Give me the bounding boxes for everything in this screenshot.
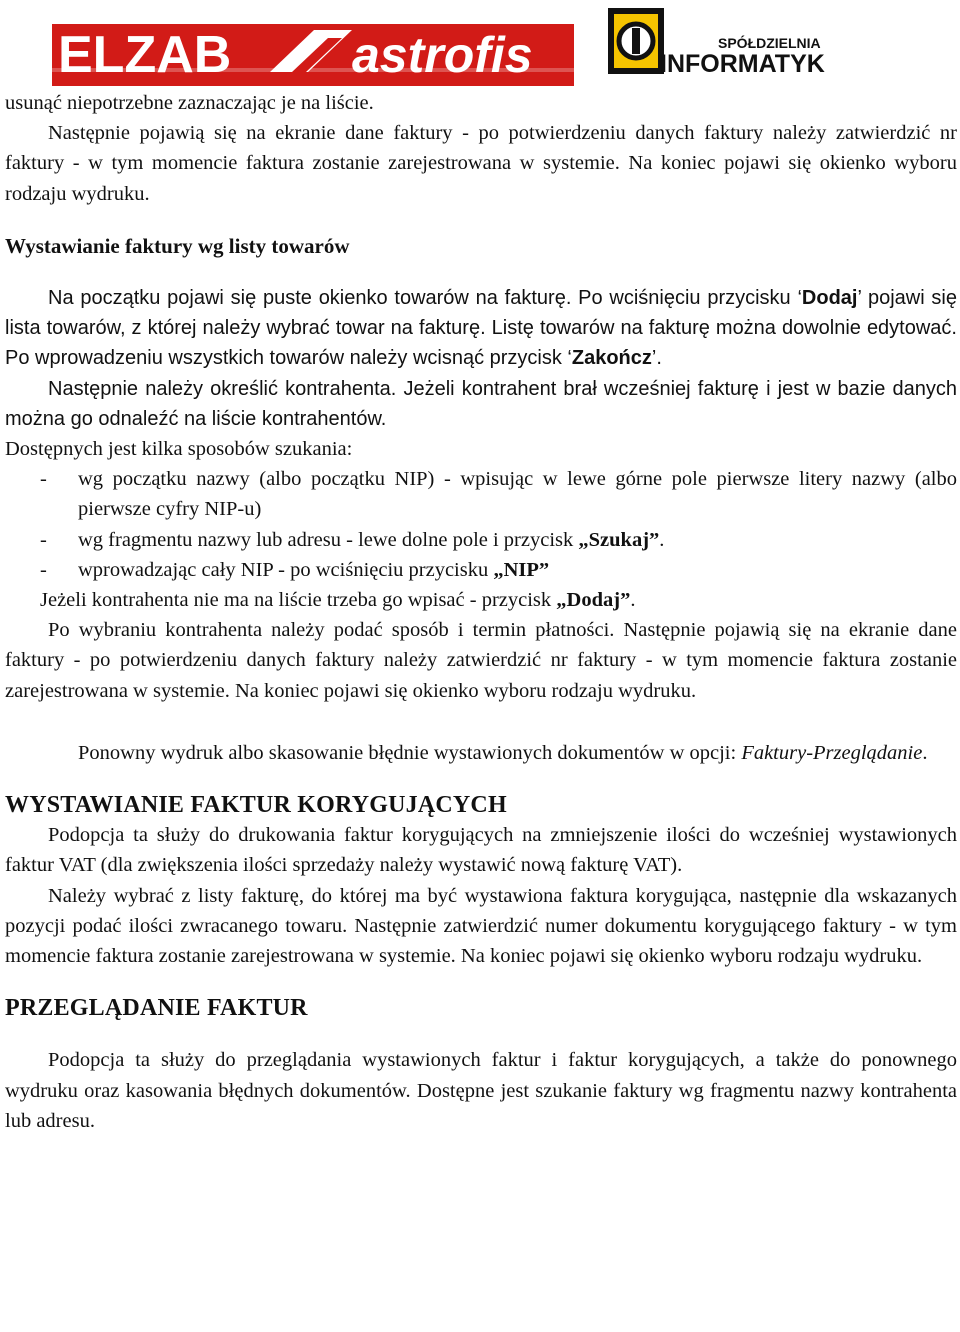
section-heading: Wystawianie faktury wg listy towarów xyxy=(5,233,350,258)
paragraph: usunąć niepotrzebne zaznaczając je na liście. xyxy=(5,92,374,114)
paragraph: Ponowny wydruk albo skasowanie błędnie wystawionych dokumentów w opcji: Faktury-Przeglądanie. xyxy=(78,741,928,764)
svg-text:SPÓŁDZIELNIA: SPÓŁDZIELNIA xyxy=(718,35,821,51)
elzab-gastrofis-logo xyxy=(52,24,574,86)
list-item: - wprowadzając cały NIP - po wciśnięciu przycisku „NIP” xyxy=(40,558,550,581)
paragraph: Po wybraniu kontrahenta należy podać sposób i termin płatności. Następnie pojawią się na ekranie dane faktury - po potwierdzeniu danych faktury należy zatwierdzić nr faktury - w tym momencie faktura zostanie zarejestrowana w systemie. Na koniec pojawi się okienko wyboru rodzaju wydruku. xyxy=(5,619,957,702)
section-heading: WYSTAWIANIE FAKTUR KORYGUJĄCYCH xyxy=(5,792,507,819)
list-item: - wg fragmentu nazwy lub adresu - lewe dolne pole i przycisk „Szukaj”. xyxy=(40,528,665,551)
list-item: - wg początku nazwy (albo początku NIP) - wpisując w lewe górne pole pierwsze litery nazwy (albo pierwsze cyfry NIP-u) xyxy=(40,468,957,521)
page-header xyxy=(0,0,960,90)
svg-text:INFORMATYK: INFORMATYK xyxy=(660,50,825,74)
document-body xyxy=(5,88,957,1136)
paragraph: Na początku pojawi się puste okienko towarów na fakturę. Po wciśnięciu przycisku ‘Dodaj’ pojawi się lista towarów, z której należy wybrać towar na fakturę. Listę towarów na fakturę można dowolnie edytować. Po wprowadzeniu wszystkich towarów należy wcisnąć przycisk ‘Zakończ’. xyxy=(5,287,957,370)
section-heading: PRZEGLĄDANIE FAKTUR xyxy=(5,995,308,1022)
paragraph: Jeżeli kontrahenta nie ma na liście trzeba go wpisać - przycisk „Dodaj”. xyxy=(40,589,636,612)
paragraph: Podopcja ta służy do drukowania faktur korygujących na zmniejszenie ilości do wcześniej wystawionych faktur VAT (dla zwiększenia ilości sprzedaży należy wystawić nową fakturę VAT). xyxy=(5,824,957,877)
paragraph: Następnie należy określić kontrahenta. Jeżeli kontrahent brał wcześniej fakturę i jest w bazie danych można go odnaleźć na liście kontrahentów. xyxy=(5,377,957,430)
spoldzielnia-informatyk-logo xyxy=(608,8,896,74)
paragraph: Podopcja ta służy do przeglądania wystawionych faktur i faktur korygujących, a także do ponownego wydruku oraz kasowania błędnych dokumentów. Dostępne jest szukanie faktury wg fragmentu nazwy kontrahenta lub adresu. xyxy=(5,1049,957,1132)
svg-text:ELZAB: ELZAB xyxy=(58,26,232,84)
paragraph: Dostępnych jest kilka sposobów szukania: xyxy=(5,438,353,461)
svg-text:astrofis: astrofis xyxy=(352,27,533,83)
paragraph: Należy wybrać z listy fakturę, do której ma być wystawiona faktura korygująca, następnie dla wskazanych pozycji podać ilości zwracanego towaru. Następnie zatwierdzić numer dokumentu korygującego faktury - w tym momencie faktura zostanie zarejestrowana w systemie. Na koniec pojawi się okienko wyboru rodzaju wydruku. xyxy=(5,884,957,968)
paragraph: Następnie pojawią się na ekranie dane faktury - po potwierdzeniu danych faktury należy zatwierdzić nr faktury - w tym momencie faktura zostanie zarejestrowana w systemie. Na koniec pojawi się okienko wyboru rodzaju wydruku. xyxy=(5,122,957,205)
